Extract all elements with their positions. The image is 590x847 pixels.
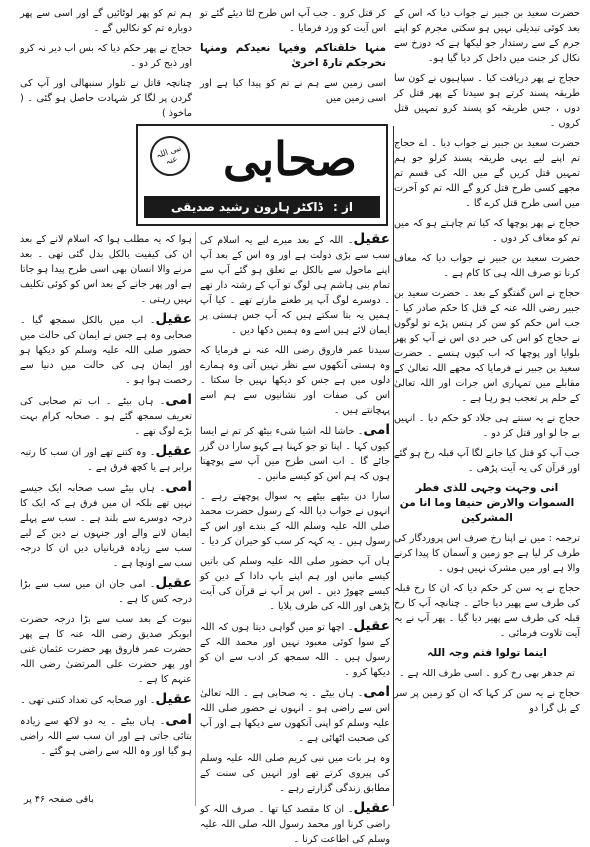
speaker-name: امی xyxy=(165,712,192,728)
dialogue-text: ۔ اور صحابہ کی تعداد کتنی تھی ۔ xyxy=(20,695,156,706)
speaker-name: امی xyxy=(165,392,192,408)
dialogue-text: ۔ ہاں بیٹے ۔ یہ دو لاکھ سے زیادہ بتائی جاتی ہے اور ان سب سے اللہ راضی ہو گیا اور وہ اللہ سے راضی ہو گئے ۔ xyxy=(20,716,192,757)
dialogue-text: ۔ ہاں بیٹے ۔ یہ صحابی ہے ۔ اللہ تعالیٰ اس سے راضی ہو ۔ انہوں نے حضور صلی اللہ علیہ وسلم کو اپنی آنکھوں سے دیکھا ہے اور آپ کی صحبت اٹھائی ہے ۔ xyxy=(200,688,390,744)
dialogue-text: ۔ حاشا للہ اشیا شیء بیٹھ کر تم نے ایسا کیوں کہا ۔ اپنا تو جو کہنا ہے کہو سارا دن گزر جائے گا ۔ اب اسی طرح میں آپ سے پوچھتا ہوں کہ ہم اس کو کیسے مانیں ۔ xyxy=(200,426,390,482)
dialogue-line xyxy=(20,393,192,439)
speaker-name: عقیل xyxy=(353,618,390,634)
dialogue-text: ۔ اچھا تو میں گواہی دیتا ہوں کہ اللہ کے سوا کوئی معبود نہیں اور محمد اللہ کے رسول ہیں ۔ اللہ سمجھ کر ادب سے ان کو دیکھا کرو ۔ xyxy=(200,622,390,678)
byline xyxy=(144,196,380,218)
speaker-name: عقیل xyxy=(155,443,192,459)
paragraph: حجاج نے پھر پوچھا کہ کیا تم چاہتے ہو کہ میں تم کو معاف کر دوں ۔ xyxy=(394,218,580,244)
continued-note: باقی صفحہ ۴۶ پر xyxy=(24,794,94,805)
dialogue-text: ۔ اب میں بالکل سمجھ گیا ۔ صحابی وہ ہے جس نے ایمان کی حالت میں حضور صلی اللہ علیہ وسلم کو دیکھا ہو اور ایمان ہی کی حالت میں دنیا سے رخصت ہوا ہو ۔ xyxy=(20,315,192,386)
calligraphy-seal: نبی اللہ عنہ xyxy=(145,131,195,181)
paragraph: حجاج نے پھر دریافت کیا ۔ سپاہیوں نے کون سا طریقہ پسند کرتے ہو سیدنا کے پھر قتل کر دوں ، جس طریقہ کو پسند کرو تمہیں قتل کروں ۔ xyxy=(394,73,580,129)
verse-translation: اسی زمین سے ہم نے تم کو پیدا کیا ہے اور اسی زمین میں xyxy=(200,78,386,104)
paragraph: حضرت سعید بن جبیر نے جواب دیا کہ اس کے بعد کوئی تبدیلی نہیں ہو سکتی مجرم کو اپنے جرم کے سے رستدار جو لیکھا ہے کہ دوزخ سے نکال کر جنت میں داخل کر دیا گیا ہو۔ xyxy=(394,8,580,64)
paragraph: حجاج نے اس گفتگو کے بعد ۔ حضرت سعید بن جبیر رضی اللہ عنہ کے قتل کا حکم صادر کیا ۔ جب اس حکم کو سن کر ہنس پڑے تو لوگوں نے حجاج کو اس کی خبر دی اس نے آپ کو پھر بلوایا اور پوچھا کہ اب کیوں ہنسے ۔ حضرت سعید بن جبیر نے فرمایا کہ مجھے اللہ تعالیٰ کے مقابلے میں تمہاری اس جرات اور اللہ تعالیٰ کے حلم پر تعجب ہو رہا ہے ۔ xyxy=(394,288,580,404)
paragraph: حضرت سعید بن جبیر نے جواب دیا ۔ اے حجاج تم اپنے لیے یہی طریقہ پسند کرلو جو ہم تمہیں قتل کریں گے میں اللہ کی قسم تم مجھے کسی طرح قتل کرو گے اللہ تم کو آخرت میں اسی طرح قتل کرے گا ۔ xyxy=(394,138,580,209)
paragraph: ہم تم کو پھر لوٹائیں گے اور اسی سے پھر دوبارہ تم کو نکالیں گے ۔ xyxy=(20,8,192,34)
dialogue-line xyxy=(200,232,390,338)
speaker-name: امی xyxy=(165,479,192,495)
speaker-name: عقیل xyxy=(155,311,192,327)
article-title: صحابی xyxy=(223,132,357,186)
speaker-name: عقیل xyxy=(155,691,192,707)
dialogue-text: ۔ ان کا مقصد کیا تھا ۔ صرف اللہ کو راضی کرنا اور محمد رسول اللہ صلی اللہ علیہ وسلم کی اطاعت کرنا ۔ xyxy=(200,804,390,845)
dialogue-text: ۔ اللہ کے بعد میرے لیے یہ اسلام کی سب سے بڑی دولت ہے اور وہ اس کے بعد آپ اپنے ماحول سے بالکل بے تعلق ہو گئے آپ سے تمام بنی ہاشم ہی لوگ تو آپ کے رشتہ دار تھے ۔ دوسرے لوگ آپ پر طعنے مارتے تھے ۔ کیا آپ ہمیں یہ بتا سکتے ہیں کہ آپ جس ہستی پر ایمان لائے ہیں اسے وہ ہمیں دکھا دیں ۔ xyxy=(200,235,390,336)
dialogue-line xyxy=(20,692,192,708)
speaker-name: عقیل xyxy=(353,231,390,247)
dialogue-line xyxy=(200,685,390,746)
paragraph: سیدنا عمر فاروق رضی اللہ عنہ نے فرمایا کہ وہ ہستی آنکھوں سے نظر نہیں آتی وہ ہمارے دلوں میں ہے جس کو دیکھا نہیں جا سکتا ۔ اس کی صفات اور نشانیوں سے ہم اسے پہچانتے ہیں ۔ xyxy=(200,345,390,416)
paragraph: حجاج نے پھر حکم دیا کہ بس اب دیر نہ کرو اور ذبح کر دو ۔ xyxy=(20,43,192,69)
verse-translation: تم جدھر بھی رخ کرو ۔ اسی طرف اللہ ہے ۔ xyxy=(399,668,575,679)
verse-translation: ترجمہ : میں نے اپنا رخ صرف اس پروردگار کی طرف کر لیا ہے جو زمین و آسمان کا پیدا کرنے والا ہے اور میں مشرک نہیں ہوں ۔ xyxy=(394,533,580,574)
dialogue-text: ۔ وہ کتنے تھے اور ان سب کا رتبہ برابر ہے یا کچھ فرق ہے ۔ xyxy=(20,447,192,473)
paragraph: نبوت کے بعد سب سے بڑا درجہ حضرت ابوبکر صدیق رضی اللہ عنہ کا ہے پھر حضرت عمر فاروق پھر حضرت عثمان غنی اور پھر حضرت علی المرتضیٰ رضی اللہ عنہم کا ہے ۔ xyxy=(20,614,192,685)
author-name: ڈاکٹر ہارون رشید صدیقی xyxy=(170,200,323,214)
dialogue-line xyxy=(20,480,192,571)
dialogue-line xyxy=(200,619,390,680)
speaker-name: امی xyxy=(363,684,390,700)
paragraph: ہاں آپ حضور صلی اللہ علیہ وسلم کی باتیں کیسے مانیں اور ہم اپنے باپ دادا کے دین کو کیسے چھوڑ دیں ۔ اس پر آپ نے قرآن کی آیت پڑھی اور اللہ کی طرف بلایا ۔ xyxy=(200,556,390,612)
dialogue-text: ۔ امی جان ان میں سب سے بڑا درجہ کس کا ہے ۔ xyxy=(20,579,192,605)
byline-label: از : xyxy=(333,200,353,214)
column-divider xyxy=(195,232,196,806)
dialogue-text: ۔ ہاں بیٹے ۔ اب تم صحابی کی تعریف سمجھ گئے ہو ۔ صحابہ کرام بہت بڑے لوگ تھے ۔ xyxy=(20,396,192,437)
paragraph: چنانچہ قاتل نے تلوار سنبھالی اور آپ کی گردن پر لگا کر شہادت حاصل ہو گئی ۔ ( ماخوذ ) xyxy=(20,78,192,119)
dialogue-line xyxy=(200,801,390,847)
top-middle-column xyxy=(200,6,386,114)
quran-verse: انی وجہت وجہی للذی فطر السموات والارض حنیفا وما انا من المشرکین xyxy=(399,482,575,524)
paragraph: حجاج نے یہ سن کر کہا کہ ان کو زمین پر سر کے بل گرا دو xyxy=(394,688,580,714)
dialogue-line xyxy=(20,444,192,475)
left-column xyxy=(20,232,192,792)
paragraph: حضرت سعید بن جبیر نے جواب دیا کہ معاف کرنا تو صرف اللہ ہی کا کام ہے ۔ xyxy=(394,253,580,279)
paragraph: حجاج نے یہ سنتے ہی جلاد کو حکم دیا ۔ انہیں بے جا لو اور قتل کر دو ۔ xyxy=(394,413,580,439)
speaker-name: امی xyxy=(363,422,390,438)
paragraph: ہوا کہ یہ مطلب ہوا کہ اسلام لانے کے بعد ان کی کیفیت بالکل بدل گئی تھی ۔ بعد مرنے والا انسان بھی اسی طرح پیدا ہو جاتا ہے اور پھر جانے کے بعد اس کو کوئی تکلیف نہیں رہتی ۔ xyxy=(20,234,192,305)
dialogue-line xyxy=(200,423,390,484)
paragraph: سارا دن بیٹھے بیٹھے یہ سوال پوچھتے رہے ۔ انہوں نے جواب دیا اللہ کے رسول حضرت محمد صلی اللہ علیہ وسلم اللہ کے بندے اور اس کے رسول ہیں ۔ یہ کہہ کر سب کو حیران کر دیا ۔ xyxy=(200,491,390,547)
paragraph: جب آپ کو قتل کیا جانے لگا آپ قبلہ رخ ہو گئے اور قرآن کی یہ آیت پڑھی ۔ xyxy=(393,448,580,474)
middle-column xyxy=(200,231,390,845)
dialogue-line xyxy=(20,312,192,388)
paragraph: وہ ہر بات میں نبی کریم صلی اللہ علیہ وسلم کی پیروی کرتے تھے اور انہیں کی سنت کے مطابق زندگی گزارتے رہے ۔ xyxy=(200,753,390,794)
top-left-column xyxy=(20,6,192,118)
dialogue-text: ۔ ہاں بیٹے سب صحابہ ایک جیسے نہیں تھے بلکہ ان میں فرق ہے کہ ایک کا درجہ دوسرے سے بلند ہے ۔ سب سے پہلے ایمان لانے والے اور جنہوں نے دین کے لیے سب سے زیادہ قربانیاں دیں ان کا درجہ سب سے اونچا ہے ۔ xyxy=(20,483,192,569)
quran-verse: منہا خلقناکم وفیہا نعیدکم ومنہا نخرجکم تارۃ اخریٰ xyxy=(200,42,386,69)
dialogue-line xyxy=(20,713,192,759)
paragraph: کر قتل کرو ۔ جب آپ اس طرح لٹا دیئے گئے تو اس آیت کو ورد فرمایا ۔ xyxy=(200,8,386,34)
paragraph: حجاج نے یہ سن کر حکم دیا کہ ان کا رخ قبلہ کی طرف سے پھیر دیا جائے ۔ چنانچہ آپ کا رخ قبلہ کی طرف سے پھیر دیا گیا ۔ پھر آپ نے یہ آیت تلاوت فرمائی ۔ xyxy=(394,583,580,639)
article-header xyxy=(136,124,388,226)
speaker-name: عقیل xyxy=(353,800,390,816)
dialogue-line xyxy=(20,576,192,607)
speaker-name: عقیل xyxy=(155,575,192,591)
quran-verse: اینما تولوا فثم وجہ اللہ xyxy=(427,647,547,659)
right-column xyxy=(394,6,580,806)
